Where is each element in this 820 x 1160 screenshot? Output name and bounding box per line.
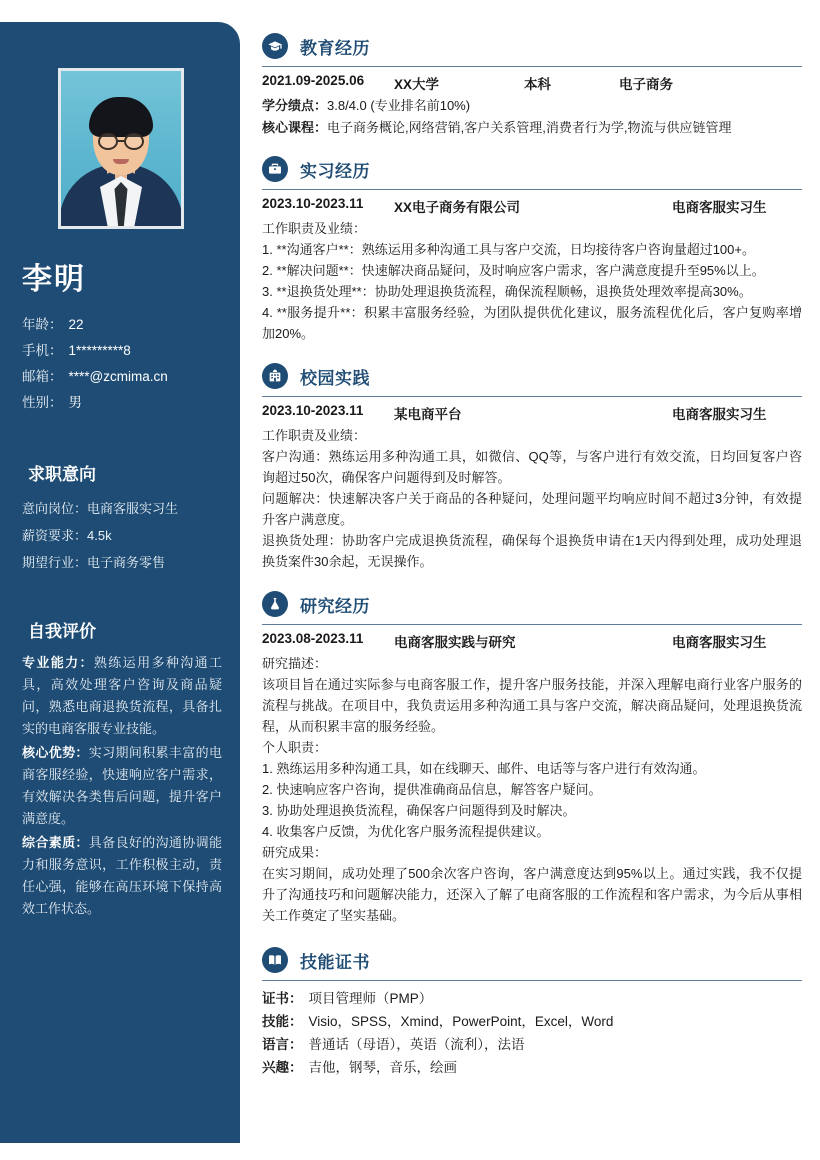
- skill-value: 吉他，钢琴，音乐，绘画: [308, 1060, 457, 1075]
- section-header: [262, 30, 802, 62]
- education-school: XX大学: [394, 77, 440, 92]
- research-duty-item: 4. 收集客户反馈，为优化客户服务流程提供建议。: [262, 824, 550, 839]
- internship-section: [262, 153, 802, 344]
- self-evaluation-label: 综合素质：: [22, 835, 89, 850]
- skills-certificates-section: [262, 944, 802, 1079]
- job-intent-section: [22, 460, 230, 576]
- research-duty-item: 2. 快速响应客户咨询，提供准确商品信息，解答客户疑问。: [262, 782, 602, 797]
- research-project: 电商客服实践与研究: [394, 635, 516, 650]
- flask-icon: [262, 591, 288, 617]
- job-intent-label: 薪资要求：: [22, 528, 88, 543]
- education-date: 2021.09-2025.06: [262, 73, 365, 88]
- research-duty-head: 个人职责：: [262, 740, 328, 755]
- research-desc-head: 研究描述：: [262, 656, 328, 671]
- campus-building-icon: [262, 363, 288, 389]
- section-title: 技能证书: [300, 952, 370, 972]
- campus-item: 客户沟通：熟练运用多种沟通工具，如微信、QQ等，与客户进行有效交流，日均回复客户咨询超过50次，确保客户问题得到及时解答。: [262, 449, 802, 485]
- campus-date: 2023.10-2023.11: [262, 403, 364, 418]
- contact-value: 22: [68, 317, 84, 332]
- contact-info-item: [22, 338, 222, 364]
- campus-entry-header: [262, 403, 802, 423]
- contact-label: 邮箱：: [22, 369, 63, 384]
- self-evaluation-label: 核心优势：: [22, 745, 89, 760]
- main-content: [262, 30, 802, 1085]
- section-divider: [262, 66, 802, 67]
- campus-subhead: 工作职责及业绩：: [262, 428, 367, 443]
- education-major: 电子商务: [619, 77, 673, 92]
- section-divider: [262, 396, 802, 397]
- contact-label: 性别：: [22, 395, 63, 410]
- contact-label: 手机：: [22, 343, 63, 358]
- avatar: [58, 68, 184, 229]
- section-header: [262, 588, 802, 620]
- skill-row: [262, 987, 802, 1010]
- research-role: 电商客服实习生: [672, 635, 767, 650]
- internship-date: 2023.10-2023.11: [262, 196, 364, 211]
- research-duty-item: 1. 熟练运用多种沟通工具，如在线聊天、邮件、电话等与客户进行有效沟通。: [262, 761, 706, 776]
- job-intent-value: 电子商务零售: [87, 555, 166, 570]
- contact-value: 男: [68, 395, 82, 410]
- contact-label: 年龄：: [22, 317, 63, 332]
- job-intent-label: 期望行业：: [22, 555, 88, 570]
- section-title: 研究经历: [300, 596, 370, 616]
- skill-value: Visio，SPSS，Xmind，PowerPoint，Excel，Word: [308, 1014, 614, 1029]
- contact-info-list: [22, 312, 222, 416]
- self-evaluation-text: 具备良好的沟通协调能力和服务意识，工作积极主动，责任心强，能够在高压环境下保持高效工作状态。: [22, 835, 222, 916]
- internship-role: 电商客服实习生: [672, 200, 767, 215]
- contact-info-item: [22, 364, 222, 390]
- job-intent-value: 4.5k: [87, 528, 112, 543]
- contact-value: 1*********8: [68, 343, 131, 358]
- job-intent-value: 电商客服实习生: [87, 501, 179, 516]
- section-divider: [262, 980, 802, 981]
- education-section: [262, 30, 802, 139]
- education-detail-value: 3.8/4.0 (专业排名前10%): [327, 98, 471, 113]
- section-title: 教育经历: [300, 38, 370, 58]
- research-result-head: 研究成果：: [262, 845, 328, 860]
- job-intent-item: [22, 522, 230, 549]
- campus-role: 电商客服实习生: [672, 407, 767, 422]
- job-intent-item: [22, 549, 230, 576]
- skill-value: 项目管理师（PMP）: [308, 991, 433, 1006]
- education-detail: [262, 95, 802, 117]
- skill-row: [262, 1056, 802, 1079]
- self-evaluation-item: [22, 652, 222, 740]
- briefcase-icon: [262, 156, 288, 182]
- self-evaluation-title: 自我评价: [28, 622, 96, 641]
- education-detail-label: 核心课程：: [262, 120, 328, 135]
- job-intent-item: [22, 495, 230, 522]
- self-evaluation-section: [22, 617, 222, 920]
- education-detail: [262, 117, 802, 139]
- research-date: 2023.08-2023.11: [262, 631, 364, 646]
- internship-company: XX电子商务有限公司: [394, 200, 521, 215]
- education-detail-label: 学分绩点：: [262, 98, 328, 113]
- sidebar: [0, 22, 240, 1143]
- research-duty-item: 3. 协助处理退换货流程，确保客户问题得到及时解决。: [262, 803, 576, 818]
- profile-photo: [61, 71, 181, 226]
- skill-value: 普通话（母语），英语（流利），法语: [308, 1037, 525, 1052]
- open-book-icon: [262, 947, 288, 973]
- job-intent-label: 意向岗位：: [22, 501, 88, 516]
- campus-item: 退换货处理：协助客户完成退换货流程，确保每个退换货申请在1天内得到处理，成功处理退换货案件30余起，无误操作。: [262, 533, 802, 569]
- candidate-name: 李明: [22, 263, 86, 296]
- skill-label: 证书：: [262, 991, 303, 1006]
- section-title: 校园实践: [300, 368, 370, 388]
- education-entry-header: [262, 73, 802, 93]
- research-entry-header: [262, 631, 802, 651]
- internship-item: 2. **解决问题**：快速解决商品疑问，及时响应客户需求，客户满意度提升至95%以上。: [262, 263, 765, 278]
- self-evaluation-text: 熟练运用多种沟通工具，高效处理客户咨询及商品疑问，熟悉电商退换货流程，具备扎实的电商客服专业技能。: [22, 655, 222, 736]
- section-divider: [262, 189, 802, 190]
- graduation-cap-icon: [262, 33, 288, 59]
- campus-org: 某电商平台: [394, 407, 462, 422]
- contact-info-item: [22, 390, 222, 416]
- research-section: [262, 588, 802, 926]
- education-detail-value: 电子商务概论,网络营销,客户关系管理,消费者行为学,物流与供应链管理: [327, 120, 732, 135]
- section-title: 实习经历: [300, 161, 370, 181]
- internship-item: 3. **退换货处理**：协助处理退换货流程，确保流程顺畅，退换货处理效率提高30%。: [262, 284, 752, 299]
- contact-info-item: [22, 312, 222, 338]
- section-header: [262, 153, 802, 185]
- education-degree: 本科: [524, 77, 551, 92]
- section-header: [262, 944, 802, 976]
- internship-entry-header: [262, 196, 802, 216]
- research-desc: 该项目旨在通过实际参与电商客服工作，提升客户服务技能，并深入理解电商行业客户服务的流程与挑战。在项目中，我负责运用多种沟通工具与客户交流，解决商品疑问，处理退换货流程，从而积累丰富的服务经验。: [262, 677, 802, 734]
- skill-label: 语言：: [262, 1037, 303, 1052]
- skill-label: 技能：: [262, 1014, 303, 1029]
- self-evaluation-item: [22, 742, 222, 830]
- skill-row: [262, 1033, 802, 1056]
- campus-item: 问题解决：快速解决客户关于商品的各种疑问，处理问题平均响应时间不超过3分钟，有效提升客户满意度。: [262, 491, 802, 527]
- internship-item: 4. **服务提升**：积累丰富服务经验，为团队提供优化建议，服务流程优化后，客户复购率增加20%。: [262, 305, 802, 341]
- research-result: 在实习期间，成功处理了500余次客户咨询，客户满意度达到95%以上。通过实践，我不仅提升了沟通技巧和问题解决能力，还深入了解了电商客服的工作流程和客户需求，为今后从事相关工作奠定了坚实基础。: [262, 866, 802, 923]
- section-divider: [262, 624, 802, 625]
- self-evaluation-text: 实习期间积累丰富的电商客服经验，快速响应客户需求，有效解决各类售后问题，提升客户满意度。: [22, 745, 222, 826]
- campus-practice-section: [262, 360, 802, 572]
- skill-row: [262, 1010, 802, 1033]
- skill-label: 兴趣：: [262, 1060, 303, 1075]
- section-header: [262, 360, 802, 392]
- self-evaluation-item: [22, 832, 222, 920]
- job-intent-title: 求职意向: [28, 465, 96, 484]
- internship-subhead: 工作职责及业绩：: [262, 221, 367, 236]
- internship-item: 1. **沟通客户**：熟练运用多种沟通工具与客户交流，日均接待客户咨询量超过100+。: [262, 242, 755, 257]
- self-evaluation-label: 专业能力：: [22, 655, 94, 670]
- contact-value: ****@zcmima.cn: [68, 369, 168, 384]
